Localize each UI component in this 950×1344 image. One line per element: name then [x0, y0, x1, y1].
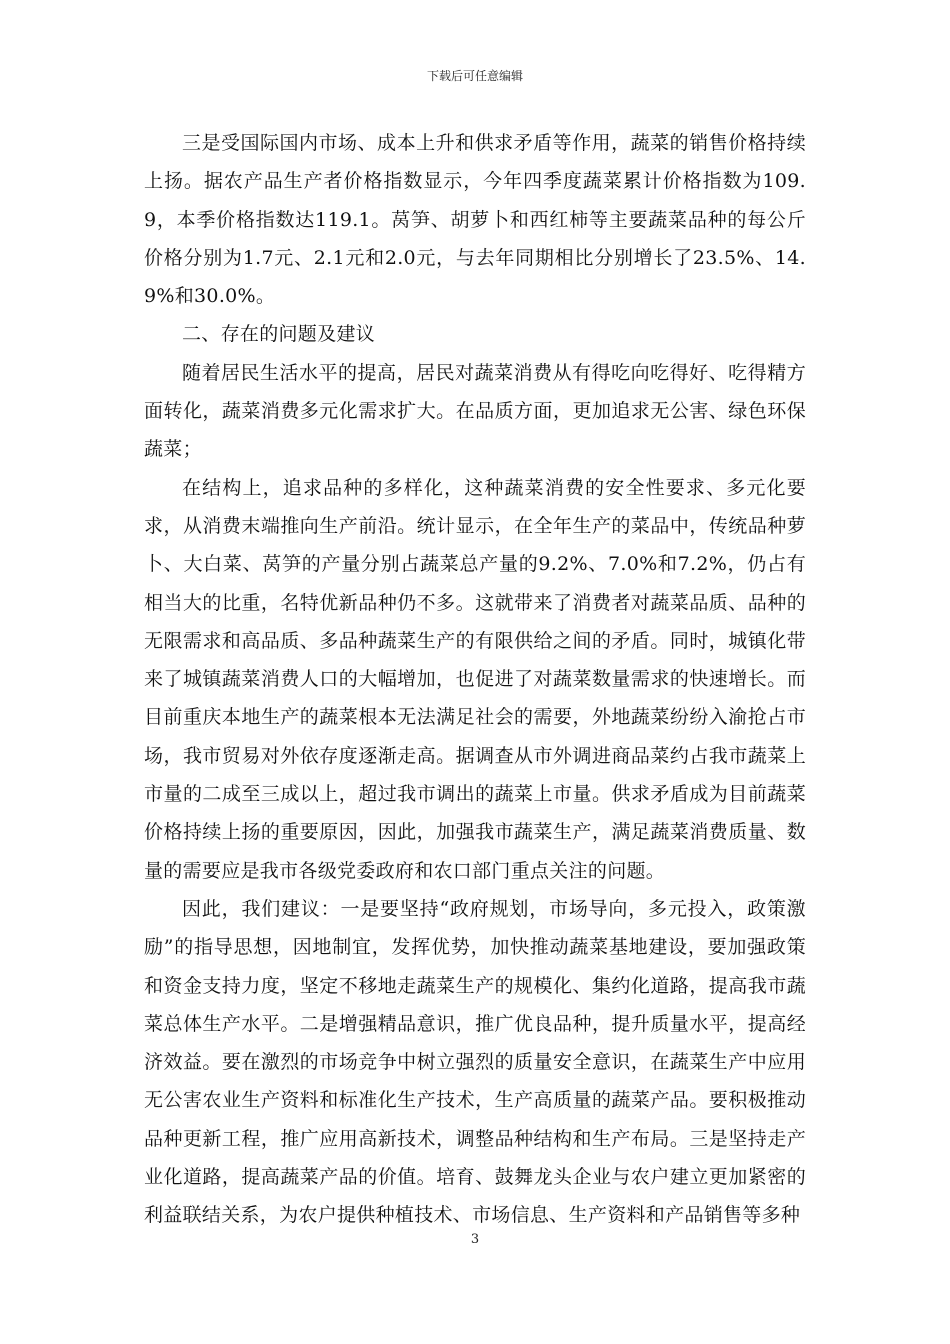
page-header-note: 下载后可任意编辑	[426, 69, 523, 83]
section-heading-problems-suggestions: 二、存在的问题及建议	[182, 323, 376, 346]
page-number: 3	[470, 1232, 480, 1247]
paragraph-consumption-demand: 随着居民生活水平的提高，居民对蔬菜消费从有得吃向吃得好、吃得精方面转化，蔬菜消费多元化需求扩大。在品质方面，更加追求无公害、绿色环保蔬菜；	[144, 361, 806, 461]
document-body	[144, 124, 806, 1235]
paragraph-recommendations: 因此，我们建议：一是要坚持“政府规划，市场导向，多元投入，政策激励”的指导思想，因地制宜，发挥优势，加快推动蔬菜基地建设，要加强政策和资金支持力度，坚定不移地走蔬菜生产的规模化、集约化道路，提高我市蔬菜总体生产水平。二是增强精品意识，推广优良品种，提升质量水平，提高经济效益。要在激烈的市场竞争中树立强烈的质量安全意识，在蔬菜生产中应用无公害农业生产资料和标准化生产技术，生产高质量的蔬菜产品。要积极推动品种更新工程，推广应用高新技术，调整品种结构和生产布局。三是坚持走产业化道路，提高蔬菜产品的价值。培育、鼓舞龙头企业与农户建立更加紧密的利益联结关系，为农户提供种植技术、市场信息、生产资料和产品销售等多种	[144, 897, 806, 1227]
paragraph-price-trend: 三是受国际国内市场、成本上升和供求矛盾等作用，蔬菜的销售价格持续上扬。据农产品生产者价格指数显示，今年四季度蔬菜累计价格指数为109.9，本季价格指数达119.1。莴笋、胡萝卜和西红柿等主要蔬菜品种的每公斤价格分别为1.7元、2.1元和2.0元，与去年同期相比分别增长了23.5%、14.9%和30.0%。	[144, 132, 806, 308]
paragraph-structure-supply: 在结构上，追求品种的多样化，这种蔬菜消费的安全性要求、多元化要求，从消费末端推向生产前沿。统计显示，在全年生产的菜品中，传统品种萝卜、大白菜、莴笋的产量分别占蔬菜总产量的9.2%、7.0%和7.2%，仍占有相当大的比重，名特优新品种仍不多。这就带来了消费者对蔬菜品质、品种的无限需求和高品质、多品种蔬菜生产的有限供给之间的矛盾。同时，城镇化带来了城镇蔬菜消费人口的大幅增加，也促进了对蔬菜数量需求的快速增长。而目前重庆本地生产的蔬菜根本无法满足社会的需要，外地蔬菜纷纷入渝抢占市场，我市贸易对外依存度逐渐走高。据调查从市外调进商品菜约占我市蔬菜上市量的二成至三成以上，超过我市调出的蔬菜上市量。供求矛盾成为目前蔬菜价格持续上扬的重要原因，因此，加强我市蔬菜生产，满足蔬菜消费质量、数量的需要应是我市各级党委政府和农口部门重点关注的问题。	[144, 476, 806, 882]
